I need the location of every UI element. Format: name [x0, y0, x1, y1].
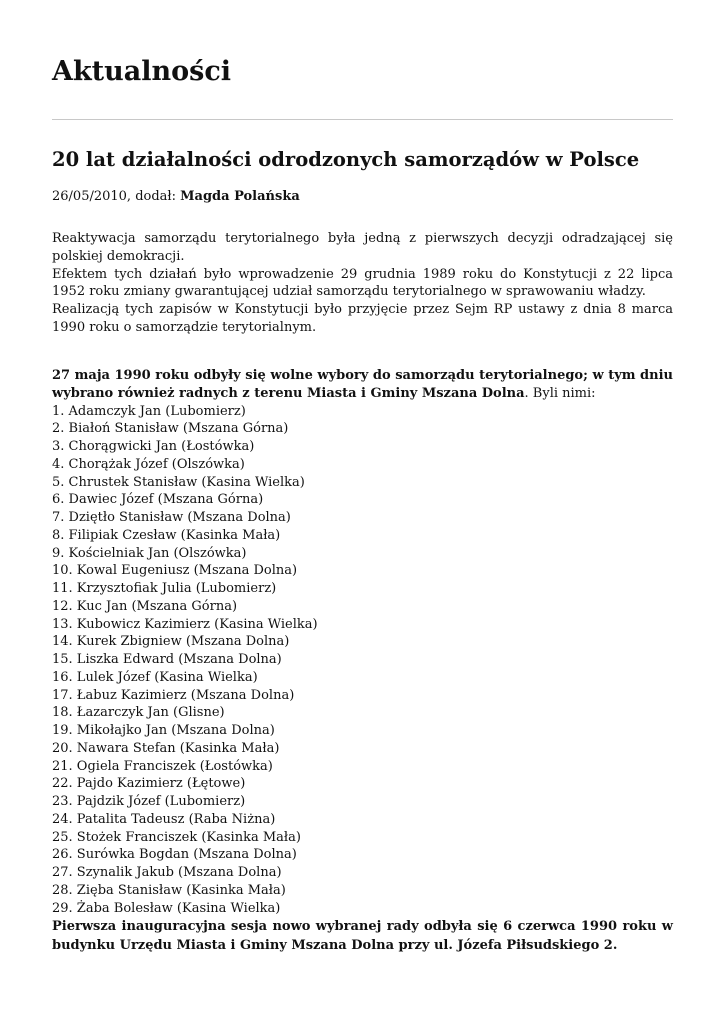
- intro-paragraph: Reaktywacja samorządu terytorialnego była jedną z pierwszych decyzji odradzającej się polskiej demokracji.: [52, 231, 673, 264]
- councillor-item: 22. Pajdo Kazimierz (Łętowe): [52, 776, 246, 792]
- article-date: 26/05/2010, dodał:: [52, 189, 181, 204]
- councillor-item: 21. Ogiela Franciszek (Łostówka): [52, 758, 273, 774]
- councillor-item: 6. Dawiec Józef (Mszana Górna): [52, 492, 264, 508]
- councillor-item: 17. Łabuz Kazimierz (Mszana Dolna): [52, 687, 295, 703]
- councillor-item: 15. Liszka Edward (Mszana Dolna): [52, 652, 282, 668]
- header-divider: [52, 119, 673, 120]
- councillor-item: 25. Stożek Franciszek (Kasinka Mała): [52, 829, 301, 845]
- councillor-item: 28. Zięba Stanisław (Kasinka Mała): [52, 882, 286, 898]
- elections-lead: [52, 367, 673, 403]
- article-intro: [52, 230, 673, 337]
- councillor-item: 13. Kubowicz Kazimierz (Kasina Wielka): [52, 616, 318, 632]
- councillor-item: 18. Łazarczyk Jan (Glisne): [52, 705, 225, 721]
- councillor-item: 11. Krzysztofiak Julia (Lubomierz): [52, 581, 277, 597]
- councillor-item: 8. Filipiak Czesław (Kasinka Mała): [52, 527, 281, 543]
- article-title: 20 lat działalności odrodzonych samorządów w Polsce: [52, 148, 640, 171]
- councillor-item: 24. Patalita Tadeusz (Raba Niżna): [52, 811, 276, 827]
- councillor-item: 10. Kowal Eugeniusz (Mszana Dolna): [52, 563, 298, 579]
- councillor-item: 20. Nawara Stefan (Kasinka Mała): [52, 740, 280, 756]
- councillor-item: 2. Białoń Stanisław (Mszana Górna): [52, 421, 289, 437]
- councillor-item: 26. Surówka Bogdan (Mszana Dolna): [52, 847, 297, 863]
- article-author: Magda Polańska: [180, 189, 300, 204]
- councillor-item: 5. Chrustek Stanisław (Kasina Wielka): [52, 474, 305, 490]
- elections-lead-tail: . Byli nimi:: [524, 385, 596, 401]
- site-title: Aktualności: [52, 56, 232, 87]
- closing-paragraph: Pierwsza inauguracyjna sesja nowo wybranej rady odbyła się 6 czerwca 1990 roku w budynku Urzędu Miasta i Gminy Mszana Dolna przy ul. Józefa Piłsudskiego 2.: [52, 919, 673, 954]
- councillor-item: 3. Chorągwicki Jan (Łostówka): [52, 439, 255, 455]
- councillors-list: [52, 403, 673, 918]
- councillor-item: 14. Kurek Zbigniew (Mszana Dolna): [52, 634, 290, 650]
- councillor-item: 9. Kościelniak Jan (Olszówka): [52, 545, 247, 561]
- councillor-item: 16. Lulek Józef (Kasina Wielka): [52, 669, 258, 685]
- councillor-item: 4. Chorążak Józef (Olszówka): [52, 456, 245, 472]
- councillor-item: 1. Adamczyk Jan (Lubomierz): [52, 403, 246, 419]
- councillor-item: 27. Szynalik Jakub (Mszana Dolna): [52, 865, 282, 881]
- elections-section: [52, 367, 673, 955]
- elections-lead-bold: 27 maja 1990 roku odbyły się wolne wybory do samorządu terytorialnego; w tym dniu wybrano również radnych z terenu Miasta i Gminy Mszana Dolna: [52, 368, 673, 401]
- councillor-item: 19. Mikołajko Jan (Mszana Dolna): [52, 723, 275, 739]
- intro-paragraph: Realizacją tych zapisów w Konstytucji było przyjęcie przez Sejm RP ustawy z dnia 8 marca 1990 roku o samorządzie terytorialnym.: [52, 302, 673, 335]
- article-meta: [52, 188, 300, 206]
- councillor-item: 7. Dziętło Stanisław (Mszana Dolna): [52, 510, 291, 526]
- councillor-item: 12. Kuc Jan (Mszana Górna): [52, 598, 238, 614]
- intro-paragraph: Efektem tych działań było wprowadzenie 29 grudnia 1989 roku do Konstytucji z 22 lipca 1952 roku zmiany gwarantującej udział samorządu terytorialnego w sprawowaniu władzy.: [52, 266, 673, 300]
- councillor-item: 29. Żaba Bolesław (Kasina Wielka): [52, 900, 281, 916]
- councillor-item: 23. Pajdzik Józef (Lubomierz): [52, 794, 246, 810]
